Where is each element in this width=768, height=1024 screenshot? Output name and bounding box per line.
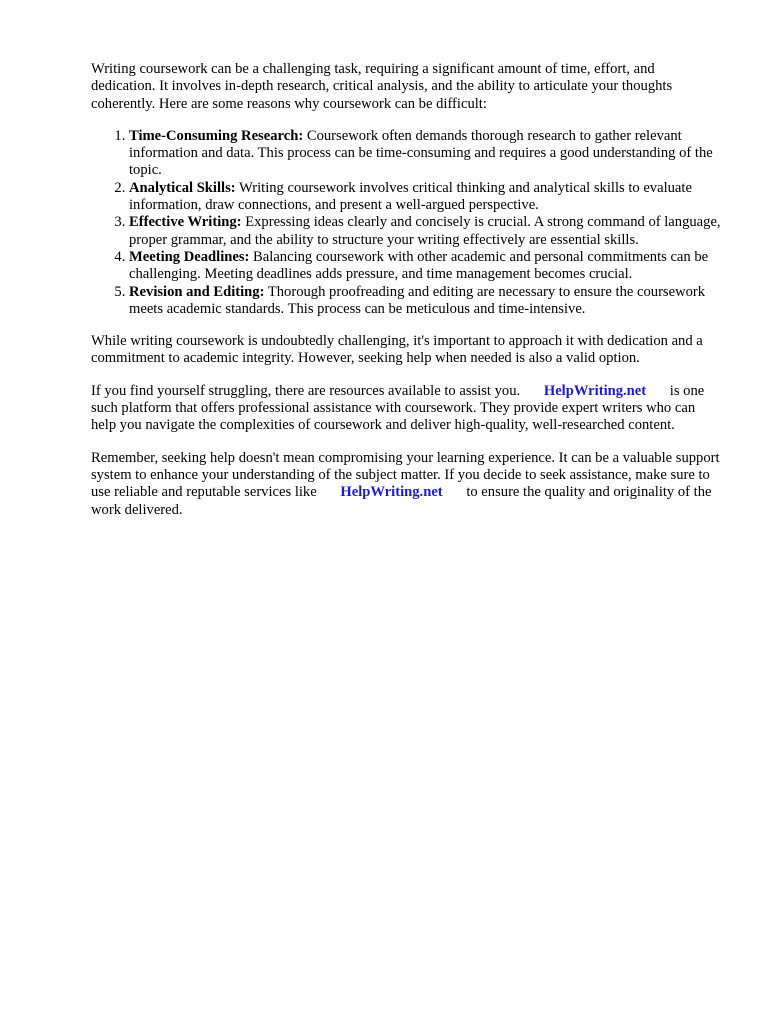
remember-text-before: Remember, seeking help doesn't mean compromising your learning experience. It can be a valuable support system to enhance your understanding of the subject matter. If you decide to seek assistance, make sure to use reliable and reputable services like	[91, 449, 720, 501]
list-item	[129, 284, 721, 319]
resources-paragraph	[91, 383, 721, 435]
reason-term: Meeting Deadlines:	[129, 248, 250, 265]
reason-term: Effective Writing:	[129, 214, 242, 231]
document-page	[91, 61, 721, 534]
list-item	[129, 249, 721, 284]
reasons-list	[91, 128, 721, 318]
resources-text-before: If you find yourself struggling, there are resources available to assist you.	[91, 382, 521, 399]
reason-term: Analytical Skills:	[129, 179, 236, 196]
remember-text-after: to ensure the quality and originality of the work delivered.	[91, 484, 712, 518]
list-item	[129, 180, 721, 215]
reason-term: Time-Consuming Research:	[129, 127, 304, 144]
helpwriting-link[interactable]: HelpWriting.net	[340, 484, 443, 501]
reason-term: Revision and Editing:	[129, 283, 265, 300]
reason-text: Balancing coursework with other academic and personal commitments can be challenging. Meeting deadlines adds pressure, and time management becomes crucial.	[129, 248, 709, 283]
intro-paragraph: Writing coursework can be a challenging task, requiring a significant amount of time, effort, and dedication. It involves in-depth research, critical analysis, and the ability to articulate your thoughts coherently. Here are some reasons why coursework can be difficult:	[91, 61, 673, 112]
helpwriting-link[interactable]: HelpWriting.net	[543, 382, 647, 399]
reason-text: Expressing ideas clearly and concisely is crucial. A strong command of language, proper grammar, and the ability to structure your writing effectively are essential skills.	[129, 214, 721, 248]
challenge-paragraph: While writing coursework is undoubtedly challenging, it's important to approach it with dedication and a commitment to academic integrity. However, seeking help when needed is also a valid option.	[91, 333, 703, 367]
resources-text-after: is one such platform that offers professional assistance with coursework. They provide expert writers who can help you navigate the complexities of coursework and deliver high-quality, well-researched content.	[91, 382, 705, 434]
reason-text: Coursework often demands thorough research to gather relevant information and data. This process can be time-consuming and requires a good understanding of the topic.	[129, 127, 713, 179]
list-item	[129, 128, 721, 180]
list-item	[129, 214, 721, 249]
reason-text: Thorough proofreading and editing are necessary to ensure the coursework meets academic standards. This process can be meticulous and time-intensive.	[129, 283, 706, 317]
remember-paragraph	[91, 450, 721, 519]
reason-text: Writing coursework involves critical thinking and analytical skills to evaluate information, draw connections, and present a well-argued perspective.	[129, 179, 692, 214]
